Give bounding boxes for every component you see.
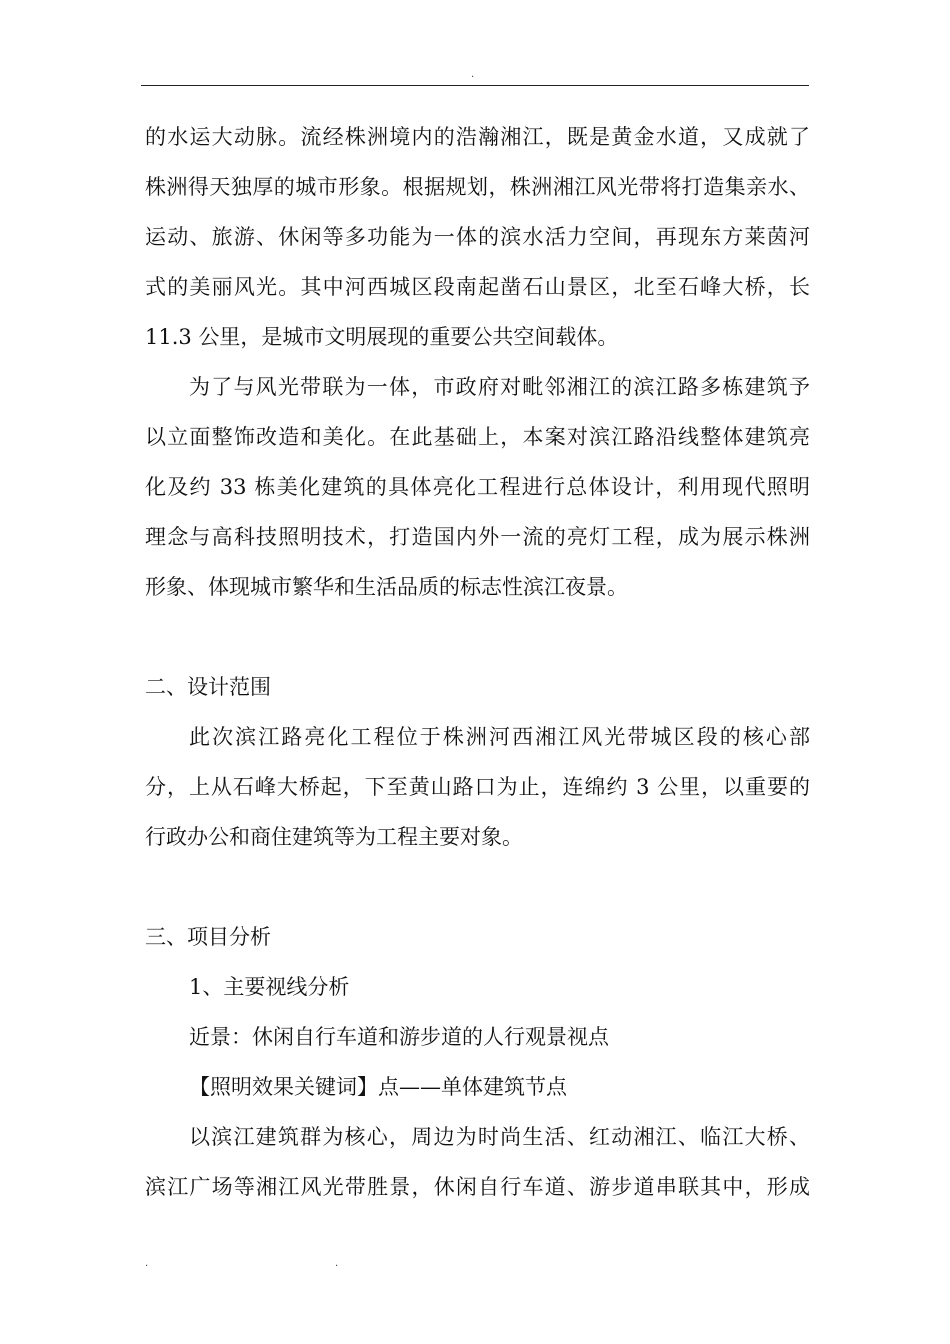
text-line: 的水运大动脉。流经株洲境内的浩瀚湘江，既是黄金水道，又成就了 [145, 125, 810, 149]
text-line: 分，上从石峰大桥起，下至黄山路口为止，连绵约 3 公里，以重要的 [145, 775, 810, 799]
text-line: 行政办公和商住建筑等为工程主要对象。 [145, 825, 523, 849]
footer-mark: . [335, 1258, 339, 1269]
text-line: 近景：休闲自行车道和游步道的人行观景视点 [189, 1025, 609, 1049]
text-line: 株洲得天独厚的城市形象。根据规划，株洲湘江风光带将打造集亲水、 [145, 175, 810, 199]
header-mark: . [471, 69, 475, 80]
blank-line [145, 612, 810, 662]
text-line: 化及约 33 栋美化建筑的具体亮化工程进行总体设计，利用现代照明 [145, 475, 810, 499]
blank-line [145, 862, 810, 912]
text-line: 理念与高科技照明技术，打造国内外一流的亮灯工程，成为展示株洲 [145, 525, 810, 549]
text-line: 【照明效果关键词】点——单体建筑节点 [189, 1075, 567, 1099]
text-line: 滨江广场等湘江风光带胜景，休闲自行车道、游步道串联其中，形成 [145, 1175, 810, 1199]
footer-mark: . [145, 1258, 149, 1269]
text-line: 为了与风光带联为一体，市政府对毗邻湘江的滨江路多栋建筑予 [189, 375, 810, 399]
section-heading: 二、设计范围 [145, 675, 271, 699]
text-line: 形象、体现城市繁华和生活品质的标志性滨江夜景。 [145, 575, 628, 599]
text-line: 11.3 公里，是城市文明展现的重要公共空间载体。 [145, 325, 619, 349]
text-line: 以立面整饰改造和美化。在此基础上，本案对滨江路沿线整体建筑亮 [145, 425, 810, 449]
subsection-heading: 1、主要视线分析 [189, 975, 350, 999]
body-text [145, 112, 810, 1212]
text-line: 以滨江建筑群为核心，周边为时尚生活、红动湘江、临江大桥、 [189, 1125, 810, 1149]
text-line: 此次滨江路亮化工程位于株洲河西湘江风光带城区段的核心部 [189, 725, 810, 749]
section-heading: 三、项目分析 [145, 925, 271, 949]
text-line: 式的美丽风光。其中河西城区段南起凿石山景区，北至石峰大桥，长 [145, 275, 810, 299]
header-rule [141, 85, 809, 86]
text-line: 运动、旅游、休闲等多功能为一体的滨水活力空间，再现东方莱茵河 [145, 225, 810, 249]
